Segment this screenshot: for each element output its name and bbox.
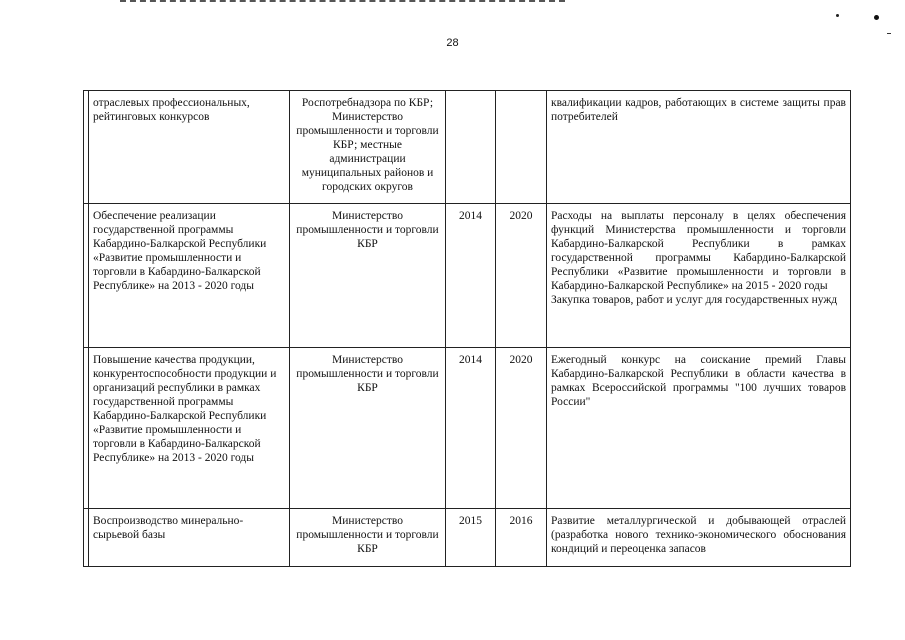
activity-name: Воспроизводство минерально-сырьевой базы [89,509,290,567]
result-paragraph: Развитие металлургической и добывающей отраслей (разработка нового технико-экономического обоснования кондиций и переоценка запасов [551,515,846,555]
table-row [84,348,851,509]
page-number: 28 [446,37,459,49]
expected-result [547,91,851,204]
start-year: 2014 [446,204,496,348]
result-paragraph: Ежегодный конкурс на соискание премий Главы Кабардино-Балкарской Республики в области качества в рамках Всероссийской программы "100 лучших товаров России" [551,354,846,408]
responsible-org: Роспотребнадзора по КБР; Министерство промышленности и торговли КБР; местные администрации муниципальных районов и городских округов [290,91,446,204]
responsible-org: Министерство промышленности и торговли КБР [290,348,446,509]
table-row [84,204,851,348]
expected-result [547,348,851,509]
scan-mark [874,15,879,20]
end-year: 2020 [496,204,547,348]
end-year [496,91,547,204]
result-paragraph: Расходы на выплаты персоналу в целях обеспечения функций Министерства промышленности и торговли Кабардино-Балкарской Республики в рамках государственной программы Кабардино-Балкарской Республики «Развитие промышленности и торговли в Кабардино-Балкарской Республике» на 2015 - 2020 годы [551,210,846,292]
start-year: 2014 [446,348,496,509]
start-year [446,91,496,204]
responsible-org: Министерство промышленности и торговли КБР [290,204,446,348]
table-row [84,509,851,567]
activity-name: отраслевых профессиональных, рейтинговых конкурсов [89,91,290,204]
result-paragraph: Закупка товаров, работ и услуг для государственных нужд [551,294,838,306]
responsible-org: Министерство промышленности и торговли КБР [290,509,446,567]
scan-mark [836,14,839,17]
end-year: 2016 [496,509,547,567]
result-paragraph: квалификации кадров, работающих в системе защиты прав потребителей [551,97,846,123]
top-edge-line [120,0,565,6]
expected-result [547,204,851,348]
activities-table [83,90,851,567]
expected-result [547,509,851,567]
end-year: 2020 [496,348,547,509]
activity-name: Повышение качества продукции, конкурентоспособности продукции и организаций республики в рамках государственной программы Кабардино-Балкарской Республики «Развитие промышленности и торговли в Кабардино-Балкарской Республике» на 2013 - 2020 годы [89,348,290,509]
scan-mark [887,33,891,34]
table-row [84,91,851,204]
activity-name: Обеспечение реализации государственной программы Кабардино-Балкарской Республики «Развитие промышленности и торговли в Кабардино-Балкарской Республике» на 2013 - 2020 годы [89,204,290,348]
start-year: 2015 [446,509,496,567]
